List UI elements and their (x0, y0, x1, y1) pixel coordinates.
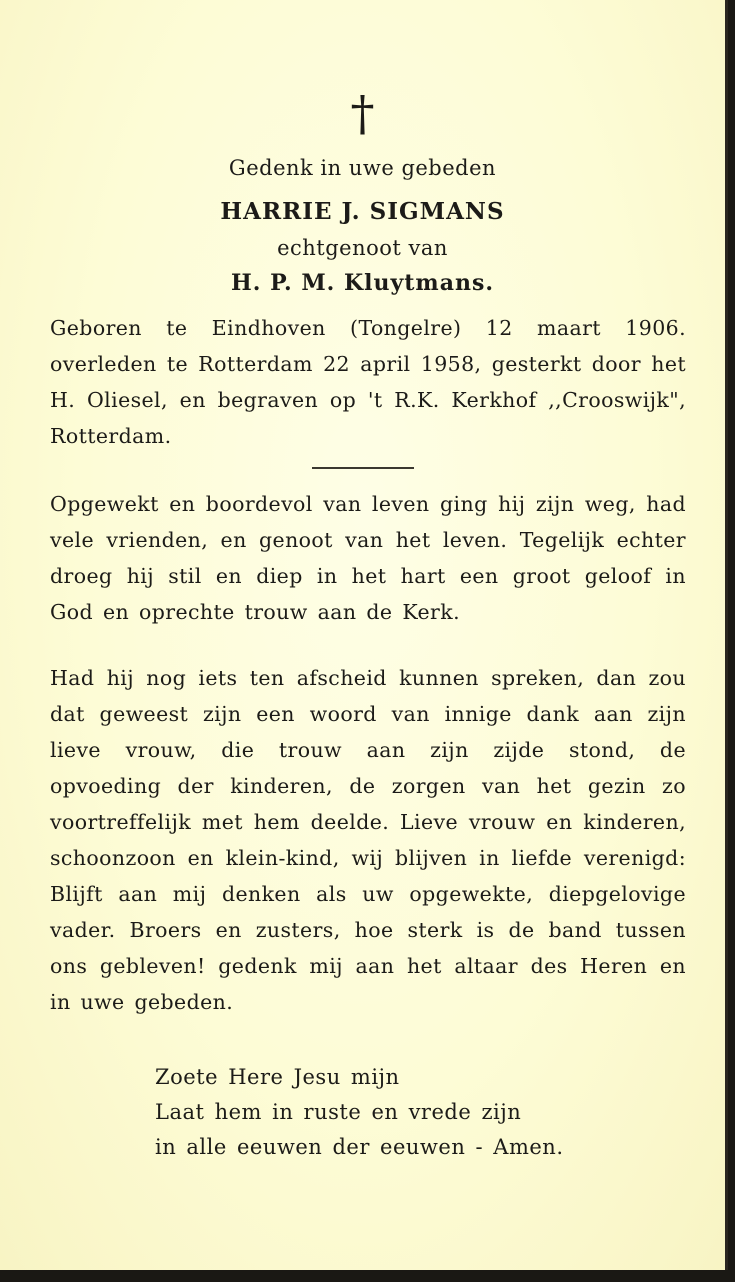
spouse-name: H. P. M. Kluytmans. (231, 270, 494, 296)
prayer-line: Laat hem in ruste en vrede zijn (155, 1100, 522, 1124)
biography-text: Geboren te Eindhoven (Tongelre) 12 maart 1906. overleden te Rotterdam 22 april 1958, gesterkt door het H. Oliesel, en begraven op 't R.K. Kerkhof ,,Crooswijk", Rotterdam. (50, 316, 686, 448)
paragraph-farewell: Had hij nog iets ten afscheid kunnen spreken, dan zou dat geweest zijn een woord van innige dank aan zijn lieve vrouw, die trouw aan zijn zijde stond, de opvoeding der kinderen, de zorgen van het gezin zo voortreffelijk met hem deelde. Lieve vrouw en kinderen, schoonzoon en klein-kind, wij blijven in liefde verenigd: Blijft aan mij denken als uw opgewekte, diepgelovige vader. Broers en zusters, hoe sterk is de band tussen ons gebleven! gedenk mij aan het altaar des Heren en in uwe gebeden. (50, 666, 686, 1014)
prayer-verse (155, 1060, 564, 1165)
relation-text: echtgenoot van (277, 236, 448, 260)
card-edge-right (731, 0, 735, 1282)
prayer-line: Zoete Here Jesu mijn (155, 1065, 400, 1089)
card-edge-bottom (0, 1272, 735, 1282)
divider-line (312, 467, 414, 469)
heading: Gedenk in uwe gebeden (228, 156, 497, 180)
deceased-name: HARRIE J. SIGMANS (220, 198, 505, 225)
prayer-line: in alle eeuwen der eeuwen - Amen. (155, 1135, 564, 1159)
paragraph-remembrance: Opgewekt en boordevol van leven ging hij zijn weg, had vele vrienden, en genoot van het leven. Tegelijk echter droeg hij stil en diep in het hart een groot geloof in God en oprechte trouw aan de Kerk. (50, 492, 686, 624)
cross-icon: † (350, 86, 375, 142)
